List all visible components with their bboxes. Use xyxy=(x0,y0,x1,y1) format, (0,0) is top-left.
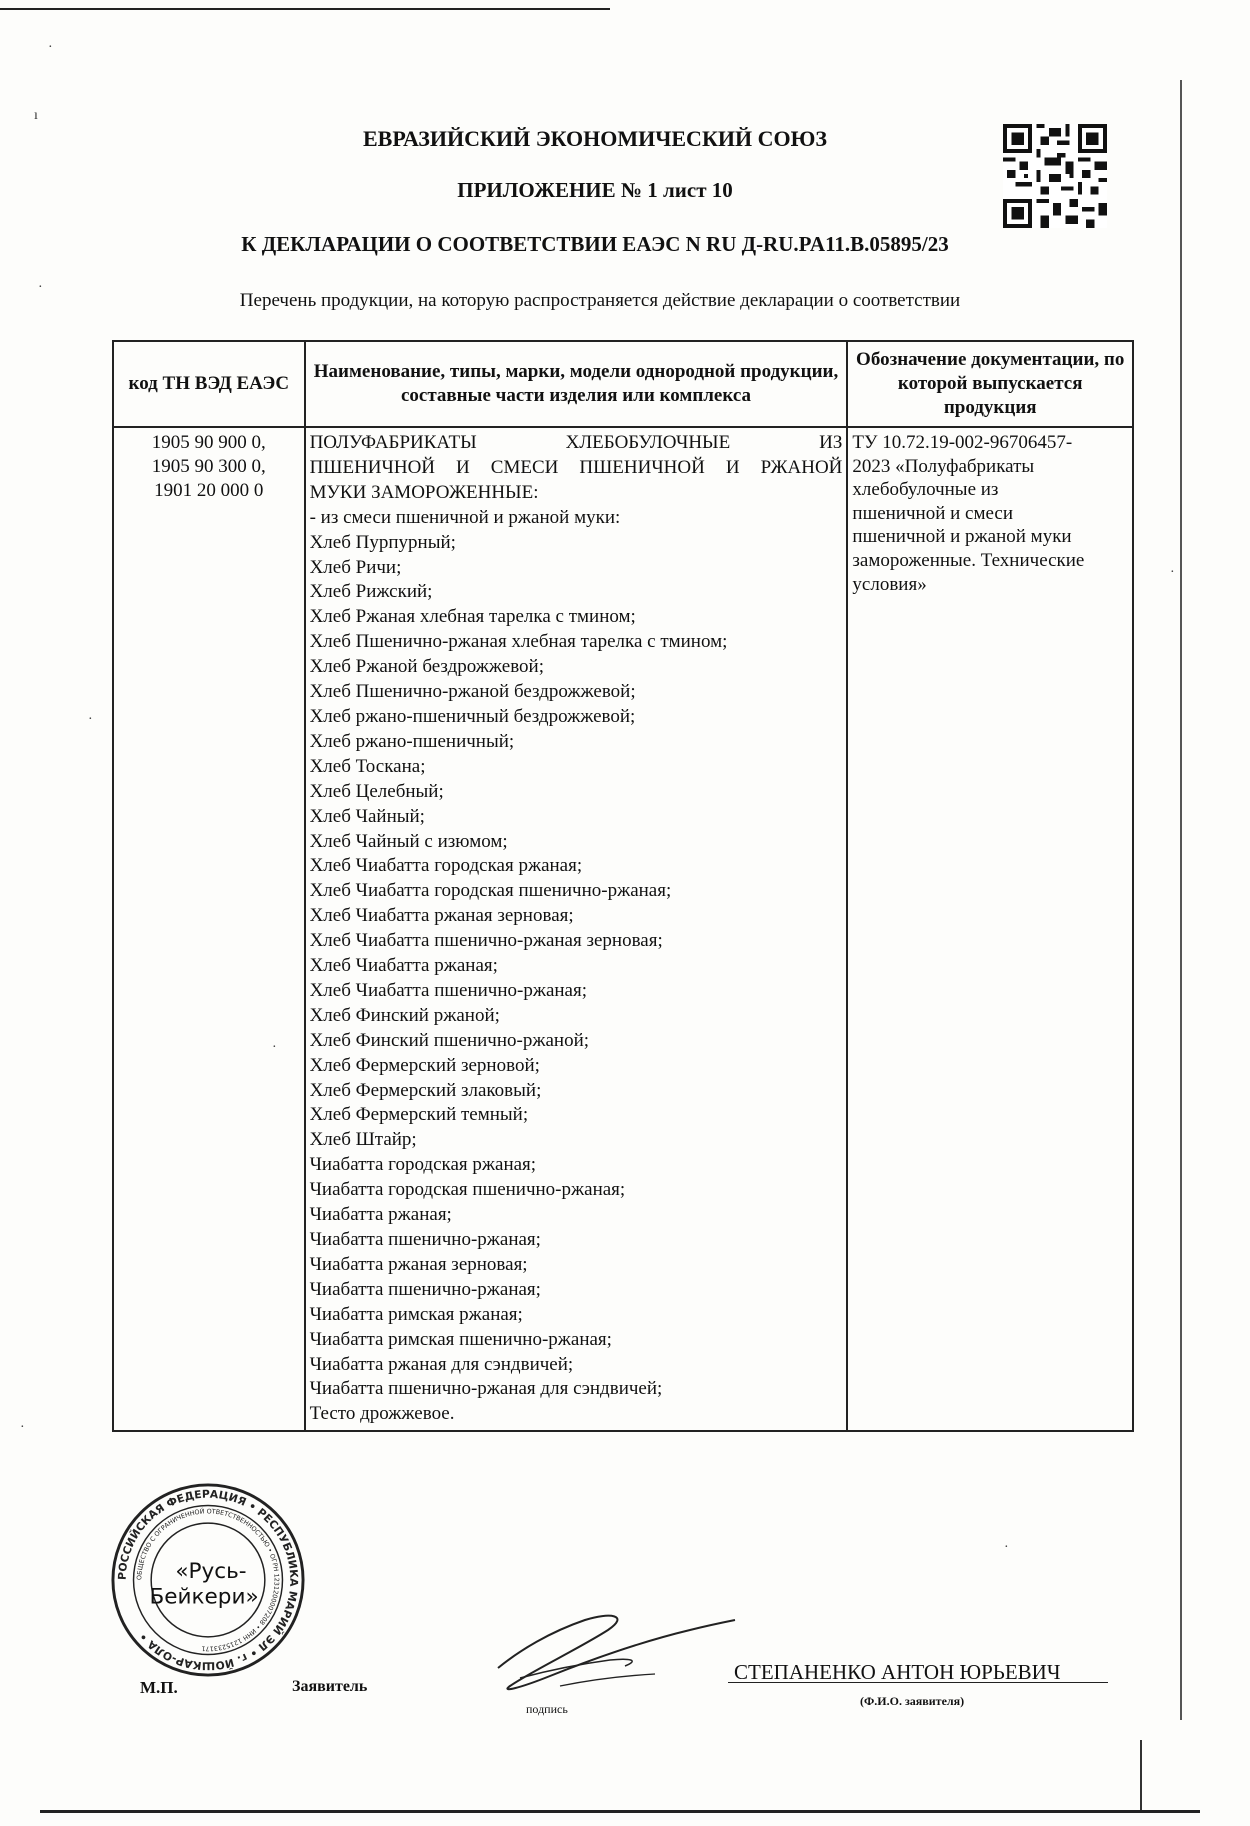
product-item: Чиабатта ржаная для сэндвичей; xyxy=(309,1353,574,1375)
product-item: Чиабатта городская ржаная; xyxy=(309,1154,537,1176)
documentation-line: ТУ 10.72.19-002-96706457- xyxy=(852,432,1073,453)
documentation-line: хлебобулочные из xyxy=(852,479,999,501)
scan-speck: · xyxy=(48,40,53,55)
documentation-line: замороженные. Технические xyxy=(852,549,1085,571)
product-item: Хлеб Финский пшенично-ржаной; xyxy=(309,1029,590,1051)
seal-company-line2: Бейкери» xyxy=(149,1584,259,1610)
product-item: Хлеб Чиабатта пшенично-ржаная зерновая; xyxy=(309,930,663,952)
product-item: Хлеб Пшенично-ржаной бездрожжевой; xyxy=(309,681,636,703)
page-right-border xyxy=(1180,80,1182,1720)
scan-speck: ı xyxy=(34,108,38,123)
product-item: Хлеб Пурпурный; xyxy=(309,531,456,553)
product-item: Хлеб Ржаной бездрожжевой; xyxy=(309,656,545,678)
scan-speck: · xyxy=(272,1040,277,1055)
product-item: Тесто дрожжевое. xyxy=(309,1403,455,1425)
product-item: Хлеб Фермерский зерновой; xyxy=(309,1054,540,1076)
company-seal xyxy=(110,1482,306,1678)
scan-speck: · xyxy=(20,1420,25,1435)
product-item: Хлеб ржано-пшеничный бездрожжевой; xyxy=(309,705,636,727)
handwritten-signature xyxy=(490,1590,740,1700)
product-item: Хлеб Чиабатта городская ржаная; xyxy=(309,855,583,877)
product-item: Хлеб Целебный; xyxy=(309,780,444,802)
products-cell xyxy=(305,427,848,1431)
product-table xyxy=(112,340,1134,1432)
seal-inner-text: ОБЩЕСТВО С ОГРАНИЧЕННОЙ ОТВЕТСТВЕННОСТЬЮ • ОГРН 1231200007208 • ИНН 1215233171 xyxy=(135,1507,281,1653)
scan-speck: · xyxy=(1004,1540,1009,1555)
product-item: Хлеб Чайный с изюмом; xyxy=(309,830,508,852)
page-bottom-border xyxy=(40,1810,1200,1813)
scan-speck: · xyxy=(88,712,93,727)
documentation-text xyxy=(852,431,1128,596)
header-product-name: Наименование, типы, марки, модели однородной продукции, составные части изделия или комплекса xyxy=(305,341,848,427)
header-documentation: Обозначение документации, по которой выпускается продукция xyxy=(847,341,1133,427)
product-group-line: ПОЛУФАБРИКАТЫ ХЛЕБОБУЛОЧНЫЕ ИЗ xyxy=(309,432,843,453)
annex-title: ПРИЛОЖЕНИЕ № 1 лист 10 xyxy=(457,178,733,202)
product-item: Чиабатта пшенично-ржаная; xyxy=(309,1278,541,1300)
scan-speck: · xyxy=(1170,565,1175,580)
hs-code: 1901 20 000 0 xyxy=(154,480,264,501)
product-item: Хлеб Чиабатта ржаная; xyxy=(309,955,498,977)
seal-outer-text: РОССИЙСКАЯ ФЕДЕРАЦИЯ • РЕСПУБЛИКА МАРИЙ ЭЛ • г. ЙОШКАР-ОЛА • xyxy=(115,1487,301,1673)
product-item: Хлеб Фермерский злаковый; xyxy=(309,1079,542,1101)
page-top-border xyxy=(0,0,610,10)
applicant-label: Заявитель xyxy=(292,1678,368,1695)
product-group-line: МУКИ ЗАМОРОЖЕННЫЕ: xyxy=(309,481,539,503)
documentation-line: пшеничной и ржаной муки xyxy=(852,526,1072,548)
product-item: Хлеб Чайный; xyxy=(309,805,425,827)
product-item: Хлеб Чиабатта ржаная зерновая; xyxy=(309,905,574,927)
documentation-line: условия» xyxy=(852,573,927,595)
page-bottom-corner xyxy=(1140,1740,1142,1810)
declaration-title: К ДЕКЛАРАЦИИ О СООТВЕТСТВИИ ЕАЭС N RU Д-RU.PA11.B.05895/23 xyxy=(241,232,949,256)
product-item: - из смеси пшеничной и ржаной муки: xyxy=(309,506,621,528)
scan-speck: · xyxy=(38,280,43,295)
product-item: Чиабатта ржаная; xyxy=(309,1204,452,1226)
product-item: Хлеб Пшенично-ржаная хлебная тарелка с тмином; xyxy=(309,631,728,653)
seal-place-label: М.П. xyxy=(140,1678,178,1697)
product-item: Хлеб Тоскана; xyxy=(309,755,426,777)
product-item: Хлеб Фермерский темный; xyxy=(309,1104,529,1126)
seal-company-line1: «Русь- xyxy=(175,1559,247,1585)
product-item: Чиабатта римская пшенично-ржаная; xyxy=(309,1328,612,1350)
product-list-subtitle: Перечень продукции, на которую распространяется действие декларации о соответствии xyxy=(239,290,961,311)
hs-code: 1905 90 900 0, xyxy=(151,432,266,453)
signature-label: подпись xyxy=(526,1702,568,1716)
product-item: Хлеб Финский ржаной; xyxy=(309,1004,500,1026)
product-item: Хлеб Чиабатта городская пшенично-ржаная; xyxy=(309,880,672,902)
documentation-line: пшеничной и смеси xyxy=(852,502,1013,524)
product-item: Чиабатта римская ржаная; xyxy=(309,1303,523,1325)
product-item: Чиабатта ржаная зерновая; xyxy=(309,1253,528,1275)
union-title: ЕВРАЗИЙСКИЙ ЭКОНОМИЧЕСКИЙ СОЮЗ xyxy=(362,126,828,151)
signer-name: СТЕПАНЕНКО АНТОН ЮРЬЕВИЧ xyxy=(734,1660,1061,1684)
product-item: Чиабатта пшенично-ржаная; xyxy=(309,1229,541,1250)
product-item: Хлеб ржано-пшеничный; xyxy=(309,730,515,752)
signer-underline xyxy=(728,1682,1108,1683)
product-list xyxy=(310,506,843,1428)
product-item: Хлеб Ржаная хлебная тарелка с тмином; xyxy=(309,606,636,628)
product-item: Хлеб Чиабатта пшенично-ржаная; xyxy=(309,979,588,1001)
documentation-line: 2023 «Полуфабрикаты xyxy=(852,455,1035,477)
product-item: Чиабатта городская пшенично-ржаная; xyxy=(309,1179,626,1201)
product-item: Хлеб Рижский; xyxy=(309,581,433,603)
qr-code-icon xyxy=(1000,124,1110,228)
product-group-line: ПШЕНИЧНОЙ И СМЕСИ ПШЕНИЧНОЙ И РЖАНОЙ xyxy=(309,456,843,478)
product-item: Хлеб Ричи; xyxy=(309,556,402,578)
product-item: Хлеб Штайр; xyxy=(309,1129,417,1151)
fio-label: (Ф.И.О. заявителя) xyxy=(860,1694,965,1708)
hs-code: 1905 90 300 0, xyxy=(151,456,266,477)
product-item: Чиабатта пшенично-ржаная для сэндвичей; xyxy=(309,1378,663,1400)
header-hs-code: код ТН ВЭД ЕАЭС xyxy=(113,341,305,427)
documentation-cell xyxy=(847,427,1133,1431)
hs-codes-cell xyxy=(113,427,305,1431)
